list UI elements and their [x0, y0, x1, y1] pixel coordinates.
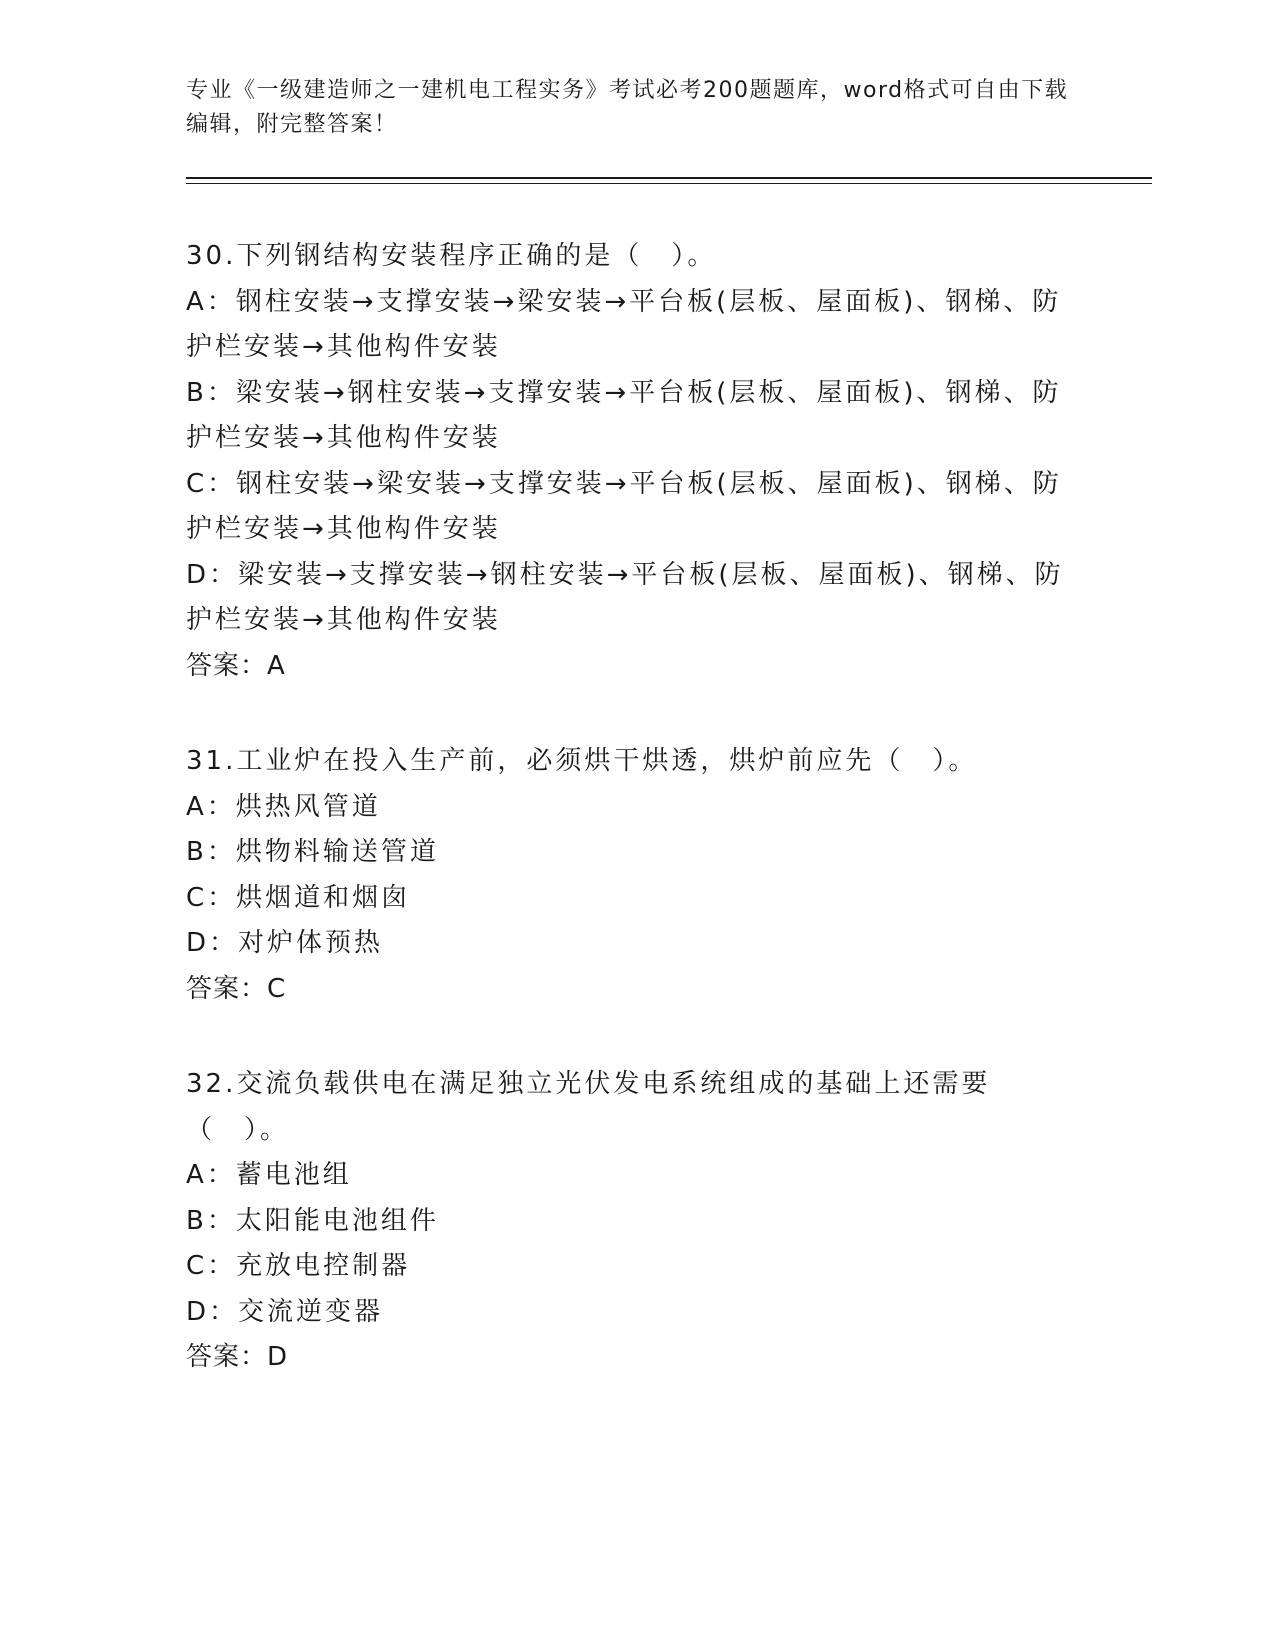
option-b: B：烘物料输送管道 [186, 837, 439, 867]
option-a: A：蓄电池组 [186, 1160, 352, 1190]
answer-line: 答案：C [186, 973, 287, 1004]
option-c: C：钢柱安装→梁安装→支撑安装→平台板(层板、屋面板)、钢梯、防护栏安装→其他构件安装 [186, 468, 1062, 544]
question-list [186, 234, 1086, 1431]
option-d: D：对炉体预热 [186, 928, 384, 958]
question-31 [186, 739, 1086, 1012]
header-divider-bottom [186, 183, 1152, 184]
answer-line: 答案：A [186, 650, 286, 681]
question-30 [186, 234, 1086, 689]
question-stem: 30.下列钢结构安装程序正确的是（ ）。 [186, 241, 717, 271]
option-c: C：烘烟道和烟囱 [186, 882, 411, 913]
question-stem: 31.工业炉在投入生产前，必须烘干烘透，烘炉前应先（ ）。 [186, 746, 978, 776]
option-b: B：太阳能电池组件 [186, 1205, 439, 1236]
option-d: D：交流逆变器 [186, 1296, 384, 1327]
option-b: B：梁安装→钢柱安装→支撑安装→平台板(层板、屋面板)、钢梯、防护栏安装→其他构件安装 [186, 377, 1062, 453]
option-d: D：梁安装→支撑安装→钢柱安装→平台板(层板、屋面板)、钢梯、防护栏安装→其他构件安装 [186, 559, 1064, 635]
question-32 [186, 1062, 1086, 1381]
header-divider-top [186, 177, 1152, 179]
question-stem: 32.交流负载供电在满足独立光伏发电系统组成的基础上还需要（ ）。 [186, 1069, 991, 1145]
document-header: 专业《一级建造师之一建机电工程实务》考试必考200题题库，word格式可自由下载编辑，附完整答案！ [186, 78, 1069, 137]
option-a: A：钢柱安装→支撑安装→梁安装→平台板(层板、屋面板)、钢梯、防护栏安装→其他构件安装 [186, 286, 1062, 362]
answer-line: 答案：D [186, 1342, 289, 1372]
option-c: C：充放电控制器 [186, 1251, 411, 1281]
option-a: A：烘热风管道 [186, 791, 381, 822]
